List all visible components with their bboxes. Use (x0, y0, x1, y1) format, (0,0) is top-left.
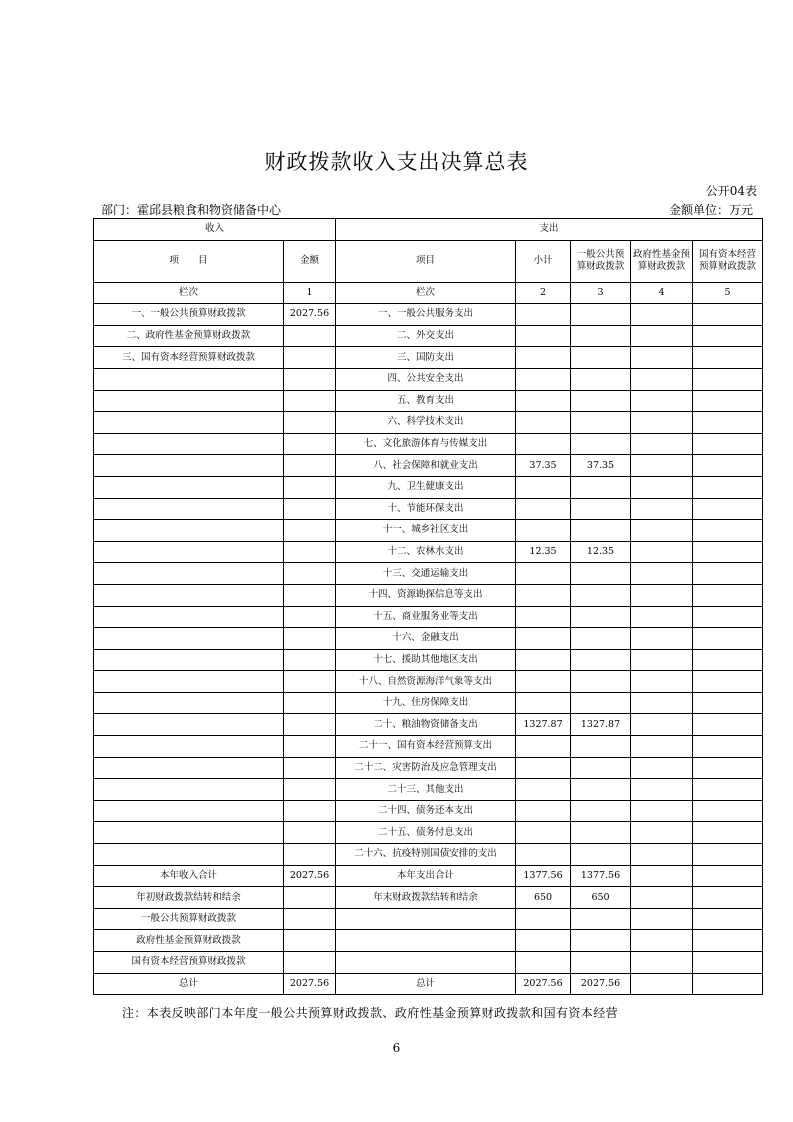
income-amount (284, 476, 336, 498)
general-budget-value (571, 390, 631, 412)
general-budget-value (571, 498, 631, 520)
income-item (94, 757, 284, 779)
fund-budget-value (631, 433, 693, 455)
expense-item: 十五、商业服务业等支出 (336, 606, 516, 628)
fund-budget-value (631, 390, 693, 412)
fund-budget-value (631, 325, 693, 347)
expense-header: 支出 (336, 219, 763, 241)
income-amount (284, 541, 336, 563)
expense-item: 总计 (336, 973, 516, 995)
form-number: 公开04表 (705, 184, 757, 198)
col-index: 5 (693, 282, 763, 304)
general-budget-value (571, 520, 631, 542)
income-item (94, 476, 284, 498)
income-amount (284, 368, 336, 390)
state-capital-value (693, 736, 763, 758)
income-amount (284, 671, 336, 693)
general-budget-value (571, 368, 631, 390)
income-amount (284, 779, 336, 801)
table-row (94, 714, 763, 736)
expense-item: 七、文化旅游体育与传媒支出 (336, 433, 516, 455)
subtotal-value (516, 692, 571, 714)
general-budget-value (571, 412, 631, 434)
general-budget-value (571, 584, 631, 606)
state-capital-value (693, 779, 763, 801)
fund-budget-header: 政府性基金预算财政拨款 (631, 240, 693, 282)
table-row (94, 736, 763, 758)
table-row (94, 649, 763, 671)
page-title: 财政拨款收入支出决算总表 (264, 150, 529, 174)
budget-table (93, 218, 763, 995)
fund-budget-value (631, 822, 693, 844)
subtotal-value (516, 628, 571, 650)
income-item (94, 714, 284, 736)
table-row (94, 844, 763, 866)
expense-item: 十一、城乡社区支出 (336, 520, 516, 542)
state-capital-value (693, 671, 763, 693)
general-budget-value: 1377.56 (571, 865, 631, 887)
income-amount (284, 952, 336, 974)
state-capital-value (693, 973, 763, 995)
unit-label: 金额单位：万元 (668, 203, 753, 217)
header-row-2 (94, 240, 763, 282)
subtotal-value (516, 930, 571, 952)
general-budget-value (571, 800, 631, 822)
income-item: 一般公共预算财政拨款 (94, 908, 284, 930)
subtotal-value (516, 671, 571, 693)
fund-budget-value (631, 714, 693, 736)
income-item (94, 368, 284, 390)
income-amount (284, 736, 336, 758)
expense-item: 十八、自然资源海洋气象等支出 (336, 671, 516, 693)
header-row-1 (94, 219, 763, 241)
fund-budget-value (631, 908, 693, 930)
subtotal-value (516, 476, 571, 498)
table-row (94, 368, 763, 390)
fund-budget-value (631, 541, 693, 563)
income-item (94, 822, 284, 844)
table-row (94, 908, 763, 930)
income-item (94, 628, 284, 650)
income-amount (284, 908, 336, 930)
subtotal-value (516, 563, 571, 585)
state-capital-value (693, 628, 763, 650)
general-budget-value (571, 476, 631, 498)
income-amount-header: 金额 (284, 240, 336, 282)
subtotal-value (516, 520, 571, 542)
state-capital-value (693, 368, 763, 390)
income-item: 年初财政拨款结转和结余 (94, 887, 284, 909)
subtotal-value (516, 800, 571, 822)
table-row (94, 433, 763, 455)
income-item (94, 498, 284, 520)
subtotal-value (516, 584, 571, 606)
expense-item: 二十三、其他支出 (336, 779, 516, 801)
state-capital-value (693, 649, 763, 671)
state-capital-value (693, 908, 763, 930)
subtotal-value (516, 498, 571, 520)
table-row (94, 887, 763, 909)
income-amount (284, 822, 336, 844)
table-row (94, 541, 763, 563)
subtotal-value (516, 606, 571, 628)
income-amount (284, 714, 336, 736)
subtotal-value: 37.35 (516, 455, 571, 477)
table-row (94, 498, 763, 520)
state-capital-value (693, 541, 763, 563)
subtotal-value (516, 325, 571, 347)
fund-budget-value (631, 368, 693, 390)
income-item (94, 606, 284, 628)
subtotal-value (516, 736, 571, 758)
subtotal-value (516, 822, 571, 844)
general-budget-value (571, 822, 631, 844)
income-item (94, 584, 284, 606)
expense-item: 九、卫生健康支出 (336, 476, 516, 498)
income-amount (284, 930, 336, 952)
income-amount: 2027.56 (284, 865, 336, 887)
income-item (94, 800, 284, 822)
expense-item: 二十、粮油物资储备支出 (336, 714, 516, 736)
state-capital-value (693, 865, 763, 887)
fund-budget-value (631, 757, 693, 779)
table-row (94, 930, 763, 952)
expense-item: 十六、金融支出 (336, 628, 516, 650)
table-row (94, 455, 763, 477)
state-capital-value (693, 952, 763, 974)
fund-budget-value (631, 800, 693, 822)
state-capital-value (693, 455, 763, 477)
income-item (94, 433, 284, 455)
state-capital-value (693, 606, 763, 628)
state-capital-value (693, 584, 763, 606)
income-item-header: 项 目 (94, 240, 284, 282)
general-budget-value: 12.35 (571, 541, 631, 563)
state-capital-value (693, 800, 763, 822)
general-budget-value (571, 304, 631, 326)
table-row (94, 390, 763, 412)
income-amount (284, 800, 336, 822)
subtotal-header: 小计 (516, 240, 571, 282)
general-budget-value (571, 671, 631, 693)
table-row (94, 563, 763, 585)
col-index: 1 (284, 282, 336, 304)
state-capital-value (693, 433, 763, 455)
state-capital-value (693, 844, 763, 866)
income-amount (284, 347, 336, 369)
state-capital-value (693, 563, 763, 585)
expense-item: 二十六、抗疫特别国债安排的支出 (336, 844, 516, 866)
subtotal-value (516, 412, 571, 434)
table-row (94, 476, 763, 498)
fund-budget-value (631, 347, 693, 369)
expense-item: 十四、资源勘探信息等支出 (336, 584, 516, 606)
state-capital-value (693, 714, 763, 736)
income-item (94, 541, 284, 563)
income-item (94, 671, 284, 693)
fund-budget-value (631, 973, 693, 995)
expense-item: 六、科学技术支出 (336, 412, 516, 434)
income-amount (284, 563, 336, 585)
fund-budget-value (631, 520, 693, 542)
income-amount (284, 325, 336, 347)
income-amount (284, 520, 336, 542)
col-index: 栏次 (94, 282, 284, 304)
subtotal-value (516, 390, 571, 412)
table-row (94, 671, 763, 693)
general-budget-value (571, 347, 631, 369)
col-index: 4 (631, 282, 693, 304)
expense-item (336, 952, 516, 974)
fund-budget-value (631, 498, 693, 520)
fund-budget-value (631, 865, 693, 887)
fund-budget-value (631, 412, 693, 434)
general-budget-header: 一般公共预算财政拨款 (571, 240, 631, 282)
table-row (94, 520, 763, 542)
income-item (94, 455, 284, 477)
subtotal-value (516, 908, 571, 930)
subtotal-value: 1377.56 (516, 865, 571, 887)
general-budget-value (571, 606, 631, 628)
expense-item: 一、一般公共服务支出 (336, 304, 516, 326)
fund-budget-value (631, 736, 693, 758)
general-budget-value (571, 930, 631, 952)
general-budget-value (571, 908, 631, 930)
general-budget-value (571, 563, 631, 585)
general-budget-value (571, 757, 631, 779)
income-item (94, 520, 284, 542)
income-item: 总计 (94, 973, 284, 995)
state-capital-value (693, 347, 763, 369)
general-budget-value: 650 (571, 887, 631, 909)
state-capital-value (693, 930, 763, 952)
expense-item: 十、节能环保支出 (336, 498, 516, 520)
expense-item: 十七、援助其他地区支出 (336, 649, 516, 671)
subtotal-value: 2027.56 (516, 973, 571, 995)
subtotal-value: 1327.87 (516, 714, 571, 736)
subtotal-value (516, 844, 571, 866)
fund-budget-value (631, 952, 693, 974)
general-budget-value: 37.35 (571, 455, 631, 477)
fund-budget-value (631, 563, 693, 585)
expense-item: 十二、农林水支出 (336, 541, 516, 563)
income-amount (284, 692, 336, 714)
income-amount (284, 649, 336, 671)
fund-budget-value (631, 779, 693, 801)
fund-budget-value (631, 304, 693, 326)
general-budget-value (571, 736, 631, 758)
expense-item: 十九、住房保障支出 (336, 692, 516, 714)
income-amount (284, 628, 336, 650)
table-row (94, 325, 763, 347)
income-item: 本年收入合计 (94, 865, 284, 887)
income-item: 三、国有资本经营预算财政拨款 (94, 347, 284, 369)
expense-item: 本年支出合计 (336, 865, 516, 887)
expense-item-header: 项目 (336, 240, 516, 282)
table-row (94, 628, 763, 650)
state-capital-value (693, 304, 763, 326)
fund-budget-value (631, 455, 693, 477)
general-budget-value (571, 952, 631, 974)
income-amount (284, 390, 336, 412)
state-capital-value (693, 692, 763, 714)
fund-budget-value (631, 649, 693, 671)
state-capital-value (693, 822, 763, 844)
general-budget-value (571, 649, 631, 671)
expense-item: 八、社会保障和就业支出 (336, 455, 516, 477)
table-row (94, 606, 763, 628)
fund-budget-value (631, 628, 693, 650)
income-amount (284, 498, 336, 520)
income-item: 国有资本经营预算财政拨款 (94, 952, 284, 974)
fund-budget-value (631, 671, 693, 693)
income-amount (284, 757, 336, 779)
state-capital-value (693, 887, 763, 909)
expense-item: 十三、交通运输支出 (336, 563, 516, 585)
subtotal-value: 650 (516, 887, 571, 909)
table-row (94, 865, 763, 887)
state-capital-value (693, 390, 763, 412)
expense-item: 二十五、债务付息支出 (336, 822, 516, 844)
state-capital-value (693, 757, 763, 779)
expense-item: 二、外交支出 (336, 325, 516, 347)
expense-item: 二十四、债务还本支出 (336, 800, 516, 822)
table-row (94, 412, 763, 434)
state-capital-value (693, 325, 763, 347)
general-budget-value: 1327.87 (571, 714, 631, 736)
general-budget-value (571, 628, 631, 650)
expense-item (336, 930, 516, 952)
table-row (94, 347, 763, 369)
income-amount (284, 844, 336, 866)
col-index: 栏次 (336, 282, 516, 304)
income-item (94, 390, 284, 412)
state-capital-value (693, 498, 763, 520)
state-capital-value (693, 476, 763, 498)
table-row (94, 952, 763, 974)
fund-budget-value (631, 844, 693, 866)
income-item: 一、一般公共预算财政拨款 (94, 304, 284, 326)
subtotal-value (516, 368, 571, 390)
subtotal-value (516, 779, 571, 801)
expense-item: 年末财政拨款结转和结余 (336, 887, 516, 909)
income-amount (284, 606, 336, 628)
col-index: 3 (571, 282, 631, 304)
income-item (94, 844, 284, 866)
income-item (94, 649, 284, 671)
subtotal-value (516, 757, 571, 779)
income-item (94, 563, 284, 585)
income-amount (284, 455, 336, 477)
col-index: 2 (516, 282, 571, 304)
table-row (94, 304, 763, 326)
income-item: 政府性基金预算财政拨款 (94, 930, 284, 952)
expense-item: 三、国防支出 (336, 347, 516, 369)
table-row (94, 973, 763, 995)
subtotal-value (516, 304, 571, 326)
expense-item: 二十一、国有资本经营预算支出 (336, 736, 516, 758)
income-amount: 2027.56 (284, 304, 336, 326)
subtotal-value (516, 649, 571, 671)
subtotal-value: 12.35 (516, 541, 571, 563)
fund-budget-value (631, 476, 693, 498)
fund-budget-value (631, 606, 693, 628)
fund-budget-value (631, 584, 693, 606)
income-item: 二、政府性基金预算财政拨款 (94, 325, 284, 347)
general-budget-value (571, 779, 631, 801)
general-budget-value (571, 433, 631, 455)
expense-item: 五、教育支出 (336, 390, 516, 412)
table-row (94, 822, 763, 844)
fund-budget-value (631, 930, 693, 952)
expense-item: 二十二、灾害防治及应急管理支出 (336, 757, 516, 779)
income-amount (284, 887, 336, 909)
department-label: 部门：霍邱县粮食和物资储备中心 (101, 203, 282, 217)
income-amount: 2027.56 (284, 973, 336, 995)
income-amount (284, 433, 336, 455)
column-index-row (94, 282, 763, 304)
income-item (94, 692, 284, 714)
fund-budget-value (631, 887, 693, 909)
expense-item (336, 908, 516, 930)
general-budget-value (571, 692, 631, 714)
income-header: 收入 (94, 219, 336, 241)
income-amount (284, 584, 336, 606)
footnote: 注：本表反映部门本年度一般公共预算财政拨款、政府性基金预算财政拨款和国有资本经营 (122, 1006, 619, 1020)
state-capital-value (693, 520, 763, 542)
expense-item: 四、公共安全支出 (336, 368, 516, 390)
income-item (94, 779, 284, 801)
general-budget-value (571, 844, 631, 866)
state-capital-value (693, 412, 763, 434)
table-row (94, 800, 763, 822)
state-capital-header: 国有资本经营预算财政拨款 (693, 240, 763, 282)
income-item (94, 412, 284, 434)
subtotal-value (516, 347, 571, 369)
income-amount (284, 412, 336, 434)
page-number: 6 (392, 1041, 401, 1055)
table-row (94, 779, 763, 801)
table-row (94, 757, 763, 779)
general-budget-value: 2027.56 (571, 973, 631, 995)
table-row (94, 692, 763, 714)
table-row (94, 584, 763, 606)
general-budget-value (571, 325, 631, 347)
subtotal-value (516, 433, 571, 455)
fund-budget-value (631, 692, 693, 714)
subtotal-value (516, 952, 571, 974)
income-item (94, 736, 284, 758)
